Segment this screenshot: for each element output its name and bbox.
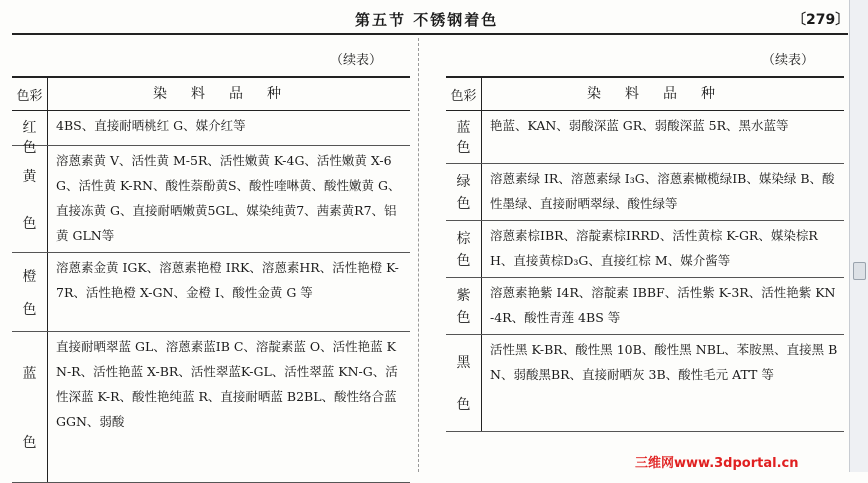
table-header <box>12 78 410 111</box>
table-row <box>446 164 844 221</box>
color-char: 红 <box>22 120 37 136</box>
page-number: 〔279〕 <box>792 12 850 28</box>
color-char: 色 <box>456 196 471 212</box>
color-char: 黄 <box>22 168 37 185</box>
color-char: 色 <box>456 397 471 413</box>
color-char: 蓝 <box>22 365 37 382</box>
color-char: 色 <box>456 253 471 269</box>
color-cell <box>446 278 482 334</box>
table-header <box>446 78 844 111</box>
dye-cell: 活性黑 K-BR、酸性黑 10B、酸性黑 NBL、苯胺黑、直接黑 BN、弱酸黑BR、直接耐晒灰 3B、酸性毛元 ATT 等 <box>490 342 838 382</box>
dye-cell: 溶蒽素黄 V、活性黄 M-5R、活性嫩黄 K-4G、活性嫩黄 X-6G、活性黄 K-RN、酸性萘酚黄S、酸性喹啉黄、酸性嫩黄 G、直接冻黄 G、直接耐晒嫩黄5GL、媒染纯黄7、茜素黄R7、铝黄 GLN等 <box>56 153 401 243</box>
table-row <box>446 111 844 164</box>
color-cell <box>446 335 482 431</box>
color-char: 橙 <box>22 268 37 285</box>
table-row <box>12 253 410 332</box>
color-char: 紫 <box>456 288 471 304</box>
left-continued-label: （续表） <box>330 53 383 68</box>
table-row <box>446 335 844 432</box>
color-char: 黑 <box>456 355 471 371</box>
color-cell <box>12 111 48 156</box>
color-cell <box>446 111 482 163</box>
color-cell <box>12 332 48 482</box>
header-color: 色彩 <box>446 78 482 110</box>
color-cell <box>12 253 48 331</box>
watermark: 三维网www.3dportal.cn <box>635 456 799 471</box>
color-cell <box>12 146 48 252</box>
vertical-scrollbar[interactable] <box>849 0 868 472</box>
dye-cell: 溶蒽素金黄 IGK、溶蒽素艳橙 IRK、溶蒽素HR、活性艳橙 K-7R、活性艳橙 X-GN、金橙 I、酸性金黄 G 等 <box>56 260 399 300</box>
color-char: 色 <box>22 434 37 451</box>
right-continued-label: （续表） <box>762 53 815 68</box>
dye-cell: 溶蒽素绿 IR、溶蒽素绿 I₃G、溶蒽素橄榄绿IB、媒染绿 B、酸性墨绿、直接耐晒翠绿、酸性绿等 <box>490 171 835 211</box>
color-char: 色 <box>456 140 471 156</box>
header-rule <box>12 33 848 35</box>
table-row <box>12 146 410 253</box>
section-title: 第五节 不锈钢着色 <box>355 11 499 29</box>
dye-cell: 艳蓝、KAN、弱酸深蓝 GR、弱酸深蓝 5R、黑水蓝等 <box>490 118 789 133</box>
color-char: 色 <box>22 215 37 232</box>
color-char: 色 <box>456 310 471 326</box>
dye-cell: 溶蒽素棕IBR、溶靛素棕IRRD、活性黄棕 K-GR、媒染棕RH、直接黄棕D₃G、直接红棕 M、媒介酱等 <box>490 228 818 268</box>
color-cell <box>446 164 482 220</box>
color-char: 色 <box>22 140 37 156</box>
page-header <box>0 0 848 36</box>
color-char: 蓝 <box>456 120 471 136</box>
right-dye-table <box>446 76 844 432</box>
dye-cell: 溶蒽素艳紫 I4R、溶靛素 IBBF、活性紫 K-3R、活性艳紫 KN-4R、酸性青莲 4BS 等 <box>490 285 836 325</box>
left-dye-table <box>12 76 410 483</box>
header-dye: 染料品种 <box>587 85 739 102</box>
header-dye: 染料品种 <box>153 85 305 102</box>
color-char: 棕 <box>456 231 471 247</box>
header-color: 色彩 <box>12 78 48 110</box>
dye-cell: 4BS、直接耐晒桃红 G、媒介红等 <box>56 118 246 133</box>
table-row <box>12 111 410 156</box>
color-char: 色 <box>22 301 37 318</box>
table-row <box>446 221 844 278</box>
color-char: 绿 <box>456 174 471 190</box>
color-cell <box>446 221 482 277</box>
table-row <box>12 332 410 483</box>
table-row <box>446 278 844 335</box>
page-gutter <box>418 38 419 472</box>
dye-cell: 直接耐晒翠蓝 GL、溶蒽素蓝IB C、溶靛素蓝 O、活性艳蓝 KN-R、活性艳蓝 X-BR、活性翠蓝K-GL、活性翠蓝 KN-G、活性深蓝 K-R、酸性艳纯蓝 R、直接耐晒蓝 B2BL、酸性络合蓝 GGN、弱酸 <box>56 339 398 429</box>
scrollbar-thumb[interactable] <box>853 262 866 280</box>
